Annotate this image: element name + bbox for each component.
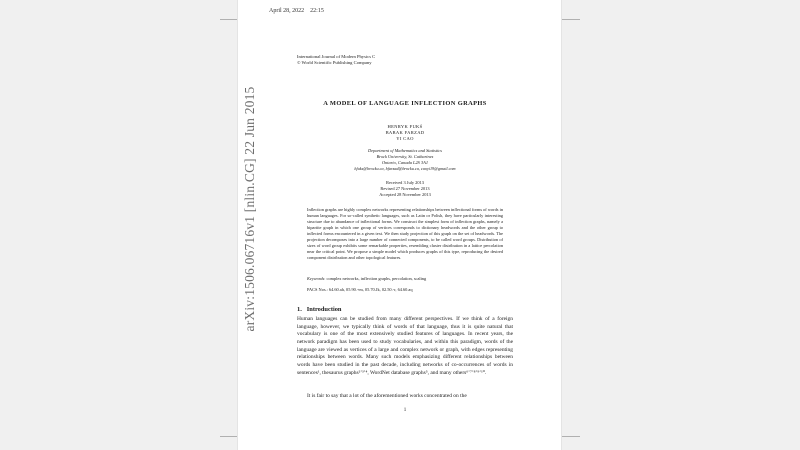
keywords-line (307, 276, 503, 281)
intro-paragraph: Human languages can be studied from many different perspectives. If we think of a foreign language, however, we typically think of words of that language, thus it is quite natural that vocabulary is one of the most extensively studied features of languages. In recent years, the network paradigm has been used to study vocabularies, and within this paradigm, words of the language are viewed as vertices of a large and complex network or graph, with edges representing relationships between words. Many such models emphasizing different relationships between words have been studied in the past decade, including networks of co-occurrences of words in sentences¹, thesaurus graphs²ʼ³ʼ⁴, WordNet database graphs⁵, and many others⁶ʼ⁷ʼ⁸ʼ⁹ʼ¹⁰. (297, 316, 513, 376)
affiliation-university: Brock University, St. Catharines (376, 153, 434, 159)
page-number: 1 (403, 408, 407, 413)
author-list (297, 124, 513, 143)
arxiv-identifier: arXiv:1506.06716v1 [nlin.CG] 22 Jun 2015 (242, 86, 257, 332)
affiliation-department: Department of Mathematics and Statistics (368, 148, 442, 153)
pacs-numbers: PACS Nos.: 64.60.ah, 05.90.+m, 05.70.Jk, 02.50.-r, 64.60.aq (307, 287, 413, 292)
section-heading (297, 306, 341, 313)
affiliation-location: Ontario, Canada L2S 3A1 (381, 159, 429, 165)
page-header-timestamp (269, 8, 324, 14)
date-accepted: Accepted 28 November 2013 (379, 191, 431, 197)
author-name: YI CAO (396, 136, 414, 142)
crop-mark (562, 19, 580, 20)
journal-info (297, 54, 375, 66)
abstract-text: Inflection graphs are highly complex networks representing relationships between inflectional forms of words in human languages. For so-called synthetic languages, such as Latin or Polish, they have particularly interesting structure due to abundance of inflectional forms. We construct the simplest form of inflection graphs, namely a bipartite graph in which one group of vertices corresponds to dictionary headwords and the other group to inflected forms encountered in a given text. We then study projection of this graph on the set of headwords. The projection decomposes into a large number of connected components, to be called word groups. Distribution of sizes of word group exhibits some remarkable properties, resembling cluster distribution in a lattice percolation near the critical point. We propose a simple model which produces graphs of this type, reproducing the desired component distribution and other topological features. (307, 207, 503, 260)
section-title: Introduction (306, 306, 342, 313)
date-received: Received 3 July 2013 (386, 180, 424, 185)
paper-title: A MODEL OF LANGUAGE INFLECTION GRAPHS (323, 100, 487, 107)
date-revised: Revised 27 November 2013 (380, 185, 430, 191)
arxiv-sidebar (242, 86, 257, 332)
keywords-label: Keywords (307, 276, 325, 281)
header-date: April 28, 2022 (269, 8, 305, 14)
section-number: 1. (297, 306, 302, 313)
keywords-value: : complex networks, inflection graphs, percolation, scaling (324, 276, 427, 281)
author-name: BABAK FARZAD (385, 130, 425, 136)
second-paragraph: It is fair to say that a lot of the aforementioned works concentrated on the (307, 393, 467, 399)
submission-dates (297, 180, 513, 197)
journal-publisher: © World Scientific Publishing Company (297, 60, 372, 66)
crop-mark (220, 19, 238, 20)
crop-mark (562, 436, 580, 437)
author-name: HENRYK FUKŚ (387, 124, 423, 129)
affiliation (297, 148, 513, 165)
author-emails: hfuks@brocku.ca, bfarzad@brocku.ca, caoyi19@gmail.com (354, 166, 456, 171)
journal-name: International Journal of Modern Physics C (297, 54, 376, 59)
header-time: 22:15 (310, 8, 324, 14)
crop-mark (220, 436, 238, 437)
